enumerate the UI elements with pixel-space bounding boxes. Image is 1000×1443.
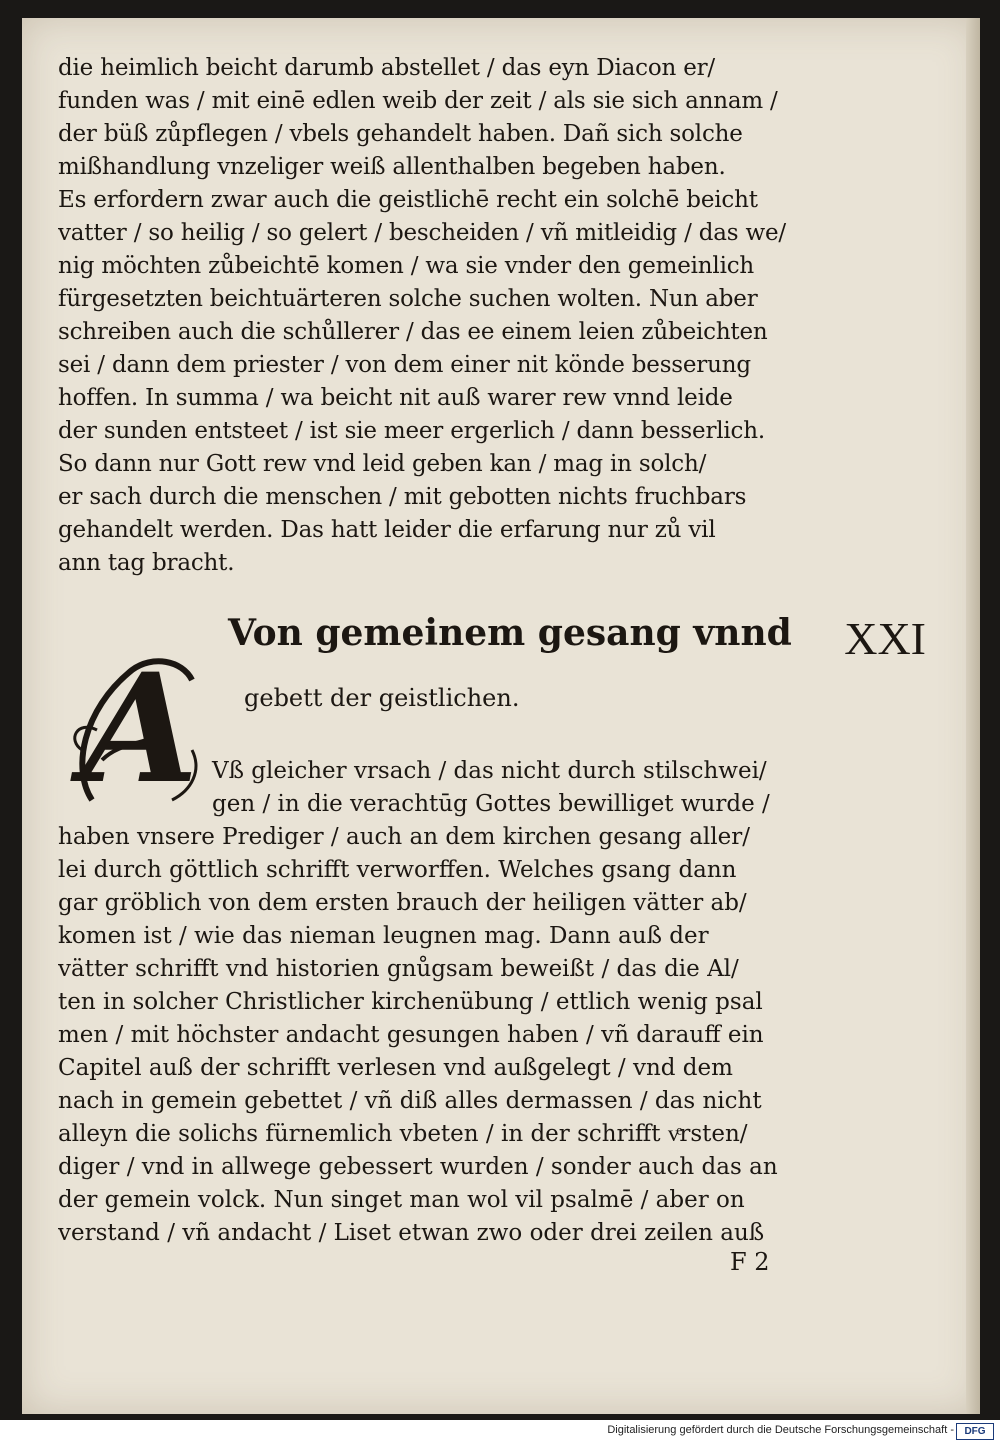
text-line: haben vnsere Prediger / auch an dem kirchen gesang aller/	[58, 824, 750, 850]
text-line: Vß gleicher vrsach / das nicht durch stilschwei/	[212, 758, 767, 784]
text-line: So dann nur Gott rew vnd leid geben kan / mag in solch/	[58, 451, 707, 477]
text-line: vatter / so heilig / so gelert / bescheiden / vñ mitleidig / das we/	[58, 220, 786, 246]
text-line: sei / dann dem priester / von dem einer nit könde besserung	[58, 352, 751, 378]
text-line: diger / vnd in allwege gebessert wurden / sonder auch das an	[58, 1154, 778, 1180]
text-line: nig möchten zůbeichtē komen / wa sie vnder den gemeinlich	[58, 253, 755, 279]
text-line: gen / in die verachtūg Gottes bewilliget wurde /	[212, 791, 770, 817]
initial-letter: A	[82, 641, 199, 817]
text-line: alleyn die solichs fürnemlich vbeten / in der schrifft vͤrsten/	[58, 1121, 748, 1147]
text-line: komen ist / wie das nieman leugnen mag. Dann auß der	[58, 923, 709, 949]
text-line: Capitel auß der schrifft verlesen vnd außgelegt / vnd dem	[58, 1055, 733, 1081]
dfg-logo: DFG	[956, 1423, 994, 1440]
text-line: schreiben auch die schůllerer / das ee einem leien zůbeichten	[58, 319, 768, 345]
chapter-title: Von gemeinem gesang vnnd	[228, 612, 792, 654]
text-block-body	[58, 755, 858, 1250]
text-line: die heimlich beicht darumb abstellet / das eyn Diacon er/	[58, 55, 715, 81]
text-line: verstand / vñ andacht / Liset etwan zwo oder drei zeilen auß	[58, 1220, 765, 1246]
text-line: gehandelt werden. Das hatt leider die erfarung nur zů vil	[58, 517, 716, 543]
text-line: vätter schrifft vnd historien gnůgsam beweißt / das die Al/	[58, 956, 739, 982]
text-line: lei durch göttlich schrifft verworffen. Welches gsang dann	[58, 857, 737, 883]
text-line: ann tag bracht.	[58, 550, 235, 576]
text-line: gar gröblich von dem ersten brauch der heiligen vätter ab/	[58, 890, 747, 916]
text-line: fürgesetzten beichtuärteren solche suchen wolten. Nun aber	[58, 286, 758, 312]
text-line: der büß zůpflegen / vbels gehandelt haben. Dañ sich solche	[58, 121, 743, 147]
text-line: funden was / mit einē edlen weib der zeit / als sie sich annam /	[58, 88, 778, 114]
footer-bar	[0, 1420, 1000, 1443]
text-line: nach in gemein gebettet / vñ diß alles dermassen / das nicht	[58, 1088, 762, 1114]
text-line: hoffen. In summa / wa beicht nit auß warer rew vnnd leide	[58, 385, 733, 411]
page-edge	[966, 18, 980, 1414]
signature-mark: F 2	[730, 1248, 770, 1276]
chapter-subtitle: gebett der geistlichen.	[244, 684, 520, 712]
text-line: er sach durch die menschen / mit gebotten nichts fruchbars	[58, 484, 747, 510]
text-line: men / mit höchster andacht gesungen haben / vñ darauff ein	[58, 1022, 764, 1048]
chapter-number: XXI	[844, 613, 926, 664]
text-line: der gemein volck. Nun singet man wol vil psalmē / aber on	[58, 1187, 745, 1213]
text-line: mißhandlung vnzeliger weiß allenthalben begeben haben.	[58, 154, 726, 180]
text-line: der sunden entsteet / ist sie meer ergerlich / dann besserlich.	[58, 418, 765, 444]
text-line: Es erfordern zwar auch die geistlichē recht ein solchē beicht	[58, 187, 758, 213]
footer-credit: Digitalisierung gefördert durch die Deutsche Forschungsgemeinschaft -	[607, 1424, 954, 1436]
text-line: ten in solcher Christlicher kirchenübung / ettlich wenig psal	[58, 989, 763, 1015]
text-block-top	[58, 52, 848, 580]
